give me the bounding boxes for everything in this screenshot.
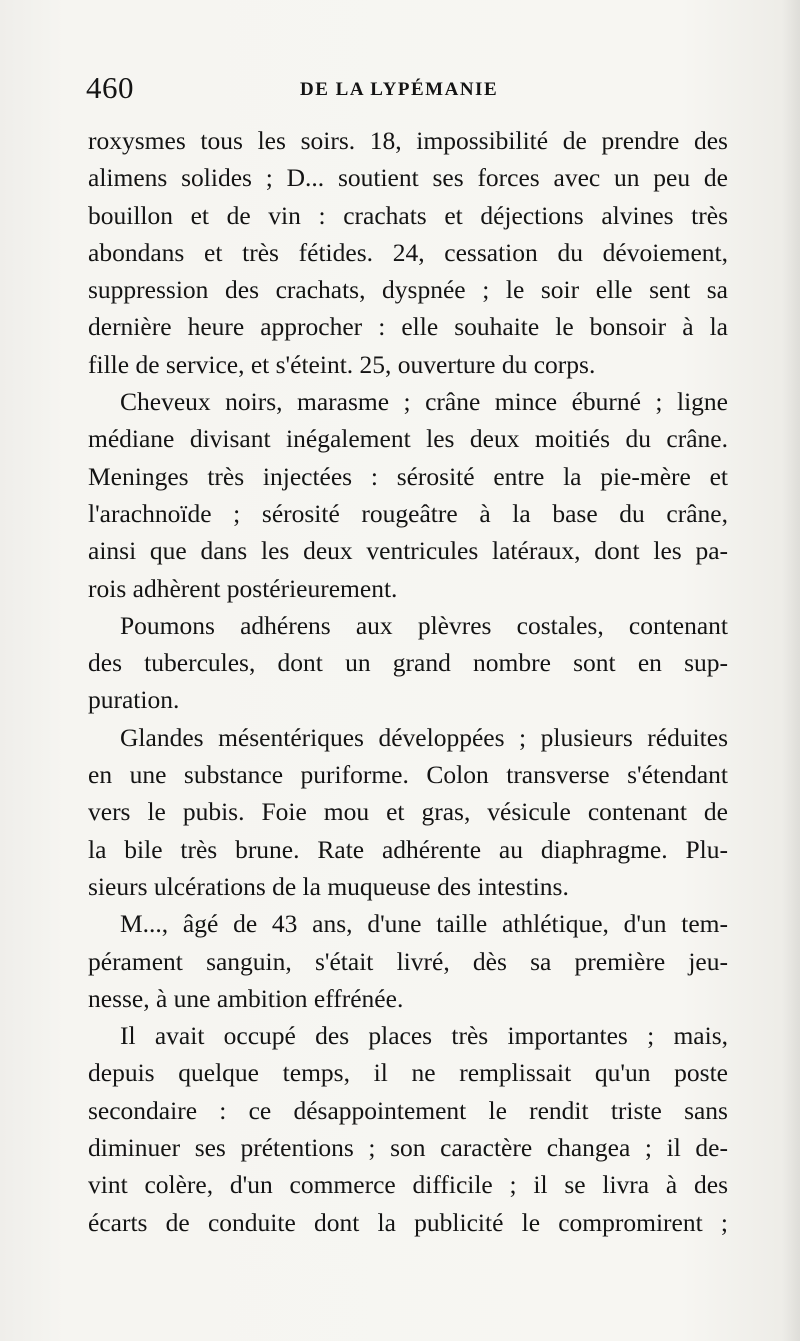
text-line: médiane divisant inégalement les deux moitiés du crâne. [88,424,728,454]
paragraph-first-line: Cheveux noirs, marasme ; crâne mince éburné ; ligne [120,387,728,417]
text-line: rois adhèrent postérieurement. [88,573,398,603]
text-line: Meninges très injectées : sérosité entre la pie-mère et [88,461,728,491]
text-line: depuis quelque temps, il ne remplissait qu'un poste [88,1058,728,1088]
paragraph-first-line: Il avait occupé des places très importantes ; mais, [120,1021,728,1051]
paragraph-first-line: Glandes mésentériques développées ; plusieurs réduites [120,722,728,752]
text-line: diminuer ses prétentions ; son caractère changea ; il de- [88,1133,728,1163]
text-line: abondans et très fétides. 24, cessation du dévoiement, [88,237,728,267]
text-line: l'arachnoïde ; sérosité rougeâtre à la base du crâne, [88,498,728,528]
running-head: DE LA LYPÉMANIE [300,79,499,100]
text-line: bouillon et de vin : crachats et déjections alvines très [88,200,728,230]
paragraph-first-line: M..., âgé de 43 ans, d'une taille athlétique, d'un tem- [120,909,728,939]
text-line: fille de service, et s'éteint. 25, ouverture du corps. [88,349,596,379]
text-line: en une substance puriforme. Colon transverse s'étendant [88,760,728,790]
text-line: secondaire : ce désappointement le rendit triste sans [88,1095,728,1125]
page-header [86,68,726,108]
text-line: suppression des crachats, dyspnée ; le soir elle sent sa [88,275,728,305]
paragraph-first-line: Poumons adhérens aux plèvres costales, contenant [120,610,728,640]
page-edge-shadow [782,0,800,1341]
text-line: ainsi que dans les deux ventricules latéraux, dont les pa- [88,536,728,566]
text-line: nesse, à une ambition effrénée. [88,983,404,1013]
text-line: sieurs ulcérations de la muqueuse des intestins. [88,871,569,901]
text-line: roxysmes tous les soirs. 18, impossibilité de prendre des [88,126,728,155]
body-text [88,122,728,1241]
page-number: 460 [86,70,134,105]
text-line: pérament sanguin, s'était livré, dès sa première jeu- [88,946,728,976]
text-line: des tubercules, dont un grand nombre sont en sup- [88,648,728,678]
text-line: puration. [88,685,180,715]
text-line: écarts de conduite dont la publicité le compromirent ; [88,1207,728,1237]
text-line: dernière heure approcher : elle souhaite le bonsoir à la [88,312,728,342]
text-line: vers le pubis. Foie mou et gras, vésicule contenant de [88,797,728,827]
text-line: vint colère, d'un commerce difficile ; il se livra à des [88,1170,728,1200]
text-line: alimens solides ; D... soutient ses forces avec un peu de [88,163,728,193]
text-line: la bile très brune. Rate adhérente au diaphragme. Plu- [88,834,728,864]
